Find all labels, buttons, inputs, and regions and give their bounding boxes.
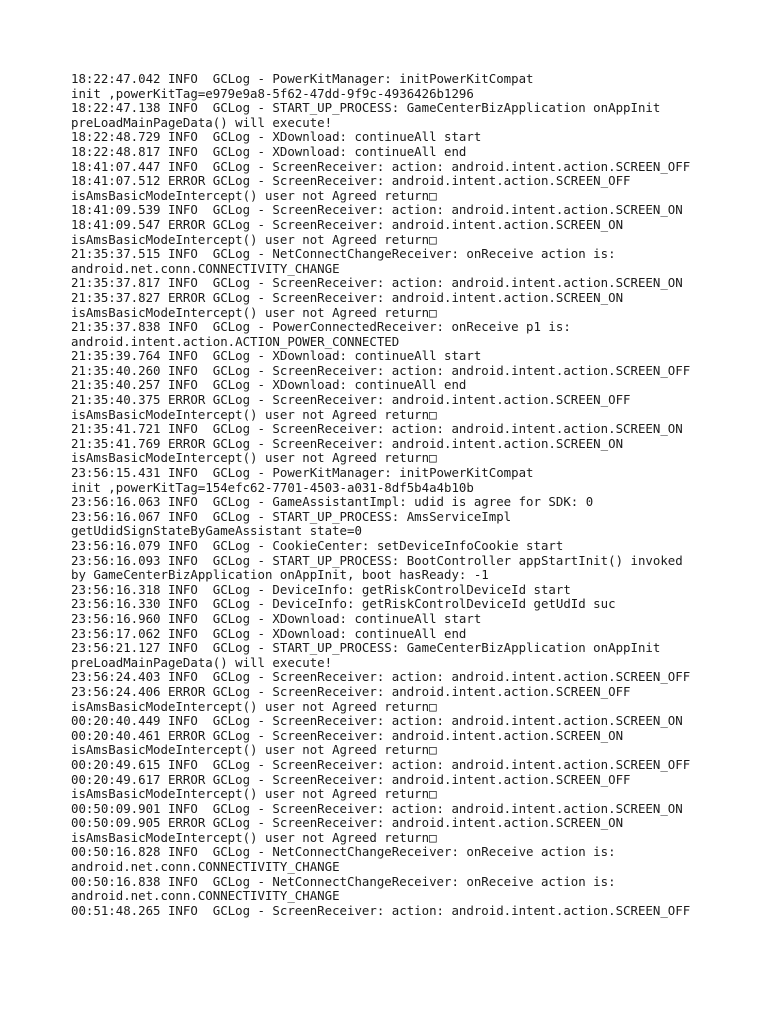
log-line: 23:56:15.431 INFO GCLog - PowerKitManager: initPowerKitCompat [71,465,534,481]
log-line: 21:35:39.764 INFO GCLog - XDownload: continueAll start [71,348,482,364]
log-line: init ,powerKitTag=e979e9a8-5f62-47dd-9f9c-4936426b1296 [71,85,474,101]
log-line: 18:41:07.447 INFO GCLog - ScreenReceiver: action: android.intent.action.SCREEN_OFF [71,158,691,174]
log-line: 18:41:09.547 ERROR GCLog - ScreenReceiver: android.intent.action.SCREEN_ON [71,216,624,232]
log-line: 00:50:16.838 INFO GCLog - NetConnectChangeReceiver: onReceive action is: [71,873,616,889]
log-line: isAmsBasicModeIntercept() user not Agreed return□ [71,786,437,802]
log-line: 00:20:49.617 ERROR GCLog - ScreenReceiver: android.intent.action.SCREEN_OFF [71,771,631,787]
log-line: 00:51:48.265 INFO GCLog - ScreenReceiver: action: android.intent.action.SCREEN_OFF [71,902,691,918]
log-line: 23:56:16.330 INFO GCLog - DeviceInfo: getRiskControlDeviceId getUdId suc [71,596,616,612]
log-line: 21:35:41.769 ERROR GCLog - ScreenReceiver: android.intent.action.SCREEN_ON [71,435,624,451]
log-line: isAmsBasicModeIntercept() user not Agreed return□ [71,698,437,714]
log-line: 21:35:37.515 INFO GCLog - NetConnectChangeReceiver: onReceive action is: [71,246,616,262]
log-line: 23:56:21.127 INFO GCLog - START_UP_PROCESS: GameCenterBizApplication onAppInit [71,640,661,656]
log-line: 18:22:47.138 INFO GCLog - START_UP_PROCESS: GameCenterBizApplication onAppInit [71,100,661,116]
log-line: 00:20:40.461 ERROR GCLog - ScreenReceiver: android.intent.action.SCREEN_ON [71,727,624,743]
log-line: 23:56:17.062 INFO GCLog - XDownload: continueAll end [71,625,467,641]
log-line: 00:50:09.905 ERROR GCLog - ScreenReceiver: android.intent.action.SCREEN_ON [71,815,624,831]
log-line: 23:56:16.067 INFO GCLog - START_UP_PROCESS: AmsServiceImpl [71,508,512,524]
log-text-block [71,72,751,918]
log-line: 18:22:48.729 INFO GCLog - XDownload: continueAll start [71,129,482,145]
log-line: by GameCenterBizApplication onAppInit, boot hasReady: -1 [71,567,489,583]
log-line: preLoadMainPageData() will execute! [71,654,333,670]
log-line: 23:56:16.318 INFO GCLog - DeviceInfo: getRiskControlDeviceId start [71,581,571,597]
log-line: 00:20:40.449 INFO GCLog - ScreenReceiver: action: android.intent.action.SCREEN_ON [71,713,683,729]
log-line: 23:56:24.403 INFO GCLog - ScreenReceiver: action: android.intent.action.SCREEN_OFF [71,669,691,685]
log-line: 21:35:37.838 INFO GCLog - PowerConnectedReceiver: onReceive p1 is: [71,319,571,335]
log-line: 21:35:41.721 INFO GCLog - ScreenReceiver: action: android.intent.action.SCREEN_ON [71,421,683,437]
log-line: 18:22:48.817 INFO GCLog - XDownload: continueAll end [71,143,467,159]
log-line: android.intent.action.ACTION_POWER_CONNECTED [71,333,400,349]
log-line: android.net.conn.CONNECTIVITY_CHANGE [71,859,340,875]
log-line: 21:35:37.827 ERROR GCLog - ScreenReceiver: android.intent.action.SCREEN_ON [71,289,624,305]
log-line: 23:56:16.063 INFO GCLog - GameAssistantImpl: udid is agree for SDK: 0 [71,494,594,510]
log-line: 00:20:49.615 INFO GCLog - ScreenReceiver: action: android.intent.action.SCREEN_OFF [71,756,691,772]
log-line: 18:41:09.539 INFO GCLog - ScreenReceiver: action: android.intent.action.SCREEN_ON [71,202,683,218]
log-line: isAmsBasicModeIntercept() user not Agreed return□ [71,231,437,247]
log-line: isAmsBasicModeIntercept() user not Agreed return□ [71,304,437,320]
log-line: isAmsBasicModeIntercept() user not Agreed return□ [71,187,437,203]
log-line: 23:56:16.960 INFO GCLog - XDownload: continueAll start [71,610,482,626]
log-line: 23:56:16.093 INFO GCLog - START_UP_PROCESS: BootController appStartInit() invoked [71,552,683,568]
log-line: 21:35:40.260 INFO GCLog - ScreenReceiver: action: android.intent.action.SCREEN_OFF [71,362,691,378]
log-line: 23:56:24.406 ERROR GCLog - ScreenReceiver: android.intent.action.SCREEN_OFF [71,683,631,699]
log-line: 18:41:07.512 ERROR GCLog - ScreenReceiver: android.intent.action.SCREEN_OFF [71,173,631,189]
log-line: init ,powerKitTag=154efc62-7701-4503-a031-8df5b4a4b10b [71,479,474,495]
log-line: getUdidSignStateByGameAssistant state=0 [71,523,362,539]
log-line: android.net.conn.CONNECTIVITY_CHANGE [71,260,340,276]
log-line: 00:50:09.901 INFO GCLog - ScreenReceiver: action: android.intent.action.SCREEN_ON [71,800,683,816]
log-line: 21:35:40.257 INFO GCLog - XDownload: continueAll end [71,377,467,393]
log-line: 23:56:16.079 INFO GCLog - CookieCenter: setDeviceInfoCookie start [71,538,564,553]
log-line: 21:35:40.375 ERROR GCLog - ScreenReceiver: android.intent.action.SCREEN_OFF [71,392,631,408]
log-line: android.net.conn.CONNECTIVITY_CHANGE [71,888,340,904]
log-line: 00:50:16.828 INFO GCLog - NetConnectChangeReceiver: onReceive action is: [71,844,616,860]
log-line: isAmsBasicModeIntercept() user not Agreed return□ [71,450,437,466]
log-line: isAmsBasicModeIntercept() user not Agreed return□ [71,742,437,758]
log-line: 18:22:47.042 INFO GCLog - PowerKitManager: initPowerKitCompat [71,71,534,86]
log-line: 21:35:37.817 INFO GCLog - ScreenReceiver: action: android.intent.action.SCREEN_ON [71,275,683,291]
log-line: preLoadMainPageData() will execute! [71,114,333,130]
log-line: isAmsBasicModeIntercept() user not Agreed return□ [71,829,437,845]
log-line: isAmsBasicModeIntercept() user not Agreed return□ [71,406,437,422]
